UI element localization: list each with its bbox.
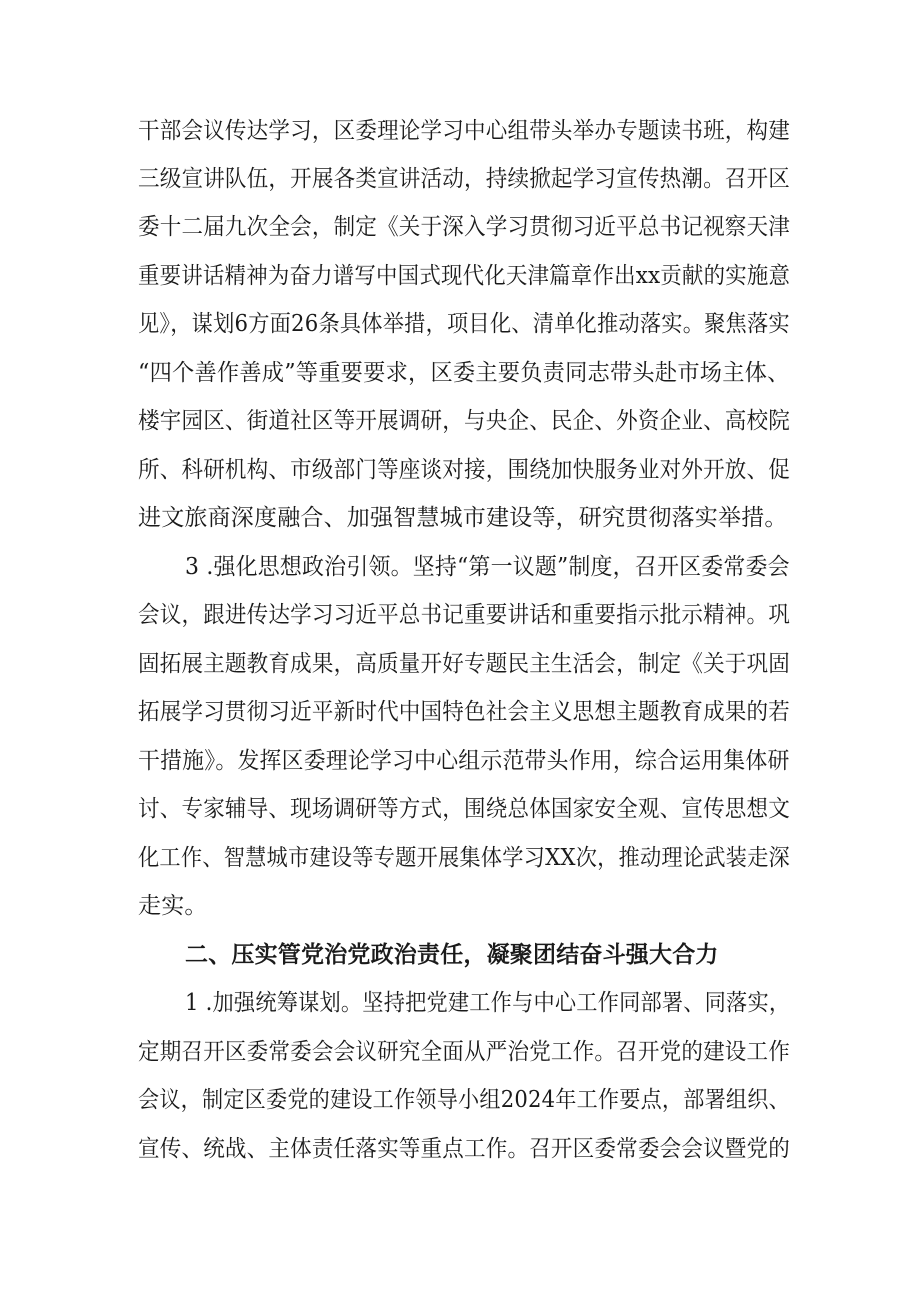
- paragraph-line: 1 .加强统筹谋划。坚持把党建工作与中心工作同部署、同落实，: [185, 990, 791, 1016]
- paragraph-line: 会议，跟进传达学习习近平总书记重要讲话和重要指示批示精神。巩: [138, 602, 790, 628]
- paragraph-line: 干部会议传达学习，区委理论学习中心组带头举办专题读书班，构建: [138, 118, 790, 144]
- section-heading: 二、压实管党治党政治责任，凝聚团结奋斗强大合力: [185, 942, 719, 968]
- paragraph-line: 所、科研机构、市级部门等座谈对接，围绕加快服务业对外开放、促: [138, 457, 790, 483]
- paragraph-line: 定期召开区委常委会会议研究全面从严治党工作。召开党的建设工作: [138, 1039, 790, 1065]
- paragraph-line: 楼宇园区、街道社区等开展调研，与央企、民企、外资企业、高校院: [138, 408, 790, 434]
- paragraph-line: 讨、专家辅导、现场调研等方式，围绕总体国家安全观、宣传思想文: [138, 796, 790, 822]
- paragraph-line: 见》，谋划6方面26条具体举措，项目化、清单化推动落实。聚焦落实: [138, 311, 790, 337]
- paragraph-line: 宣传、统战、主体责任落实等重点工作。召开区委常委会会议暨党的: [138, 1136, 790, 1162]
- paragraph-line: “四个善作善成”等重要要求，区委主要负责同志带头赴市场主体、: [138, 360, 790, 386]
- paragraph-line: 3 .强化思想政治引领。坚持“第一议题”制度，召开区委常委会: [185, 554, 790, 580]
- paragraph-line: 进文旅商深度融合、加强智慧城市建设等，研究贯彻落实举措。: [138, 505, 788, 531]
- paragraph-line: 委十二届九次全会，制定《关于深入学习贯彻习近平总书记视察天津: [138, 214, 790, 240]
- paragraph-line: 固拓展主题教育成果，高质量开好专题民主生活会，制定《关于巩固: [138, 651, 790, 677]
- paragraph-line: 会议，制定区委党的建设工作领导小组2024年工作要点，部署组织、: [138, 1087, 790, 1113]
- paragraph-line: 化工作、智慧城市建设等专题开展集体学习XX次，推动理论武装走深: [138, 845, 790, 871]
- paragraph-line: 重要讲话精神为奋力谱写中国式现代化天津篇章作出xx贡献的实施意: [138, 263, 791, 289]
- paragraph-line: 拓展学习贯彻习近平新时代中国特色社会主义思想主题教育成果的若: [138, 699, 790, 725]
- paragraph-line: 三级宣讲队伍，开展各类宣讲活动，持续掀起学习宣传热潮。召开区: [138, 166, 790, 192]
- paragraph-line: 干措施》。发挥区委理论学习中心组示范带头作用，综合运用集体研: [138, 748, 790, 774]
- paragraph-line: 走实。: [138, 893, 208, 919]
